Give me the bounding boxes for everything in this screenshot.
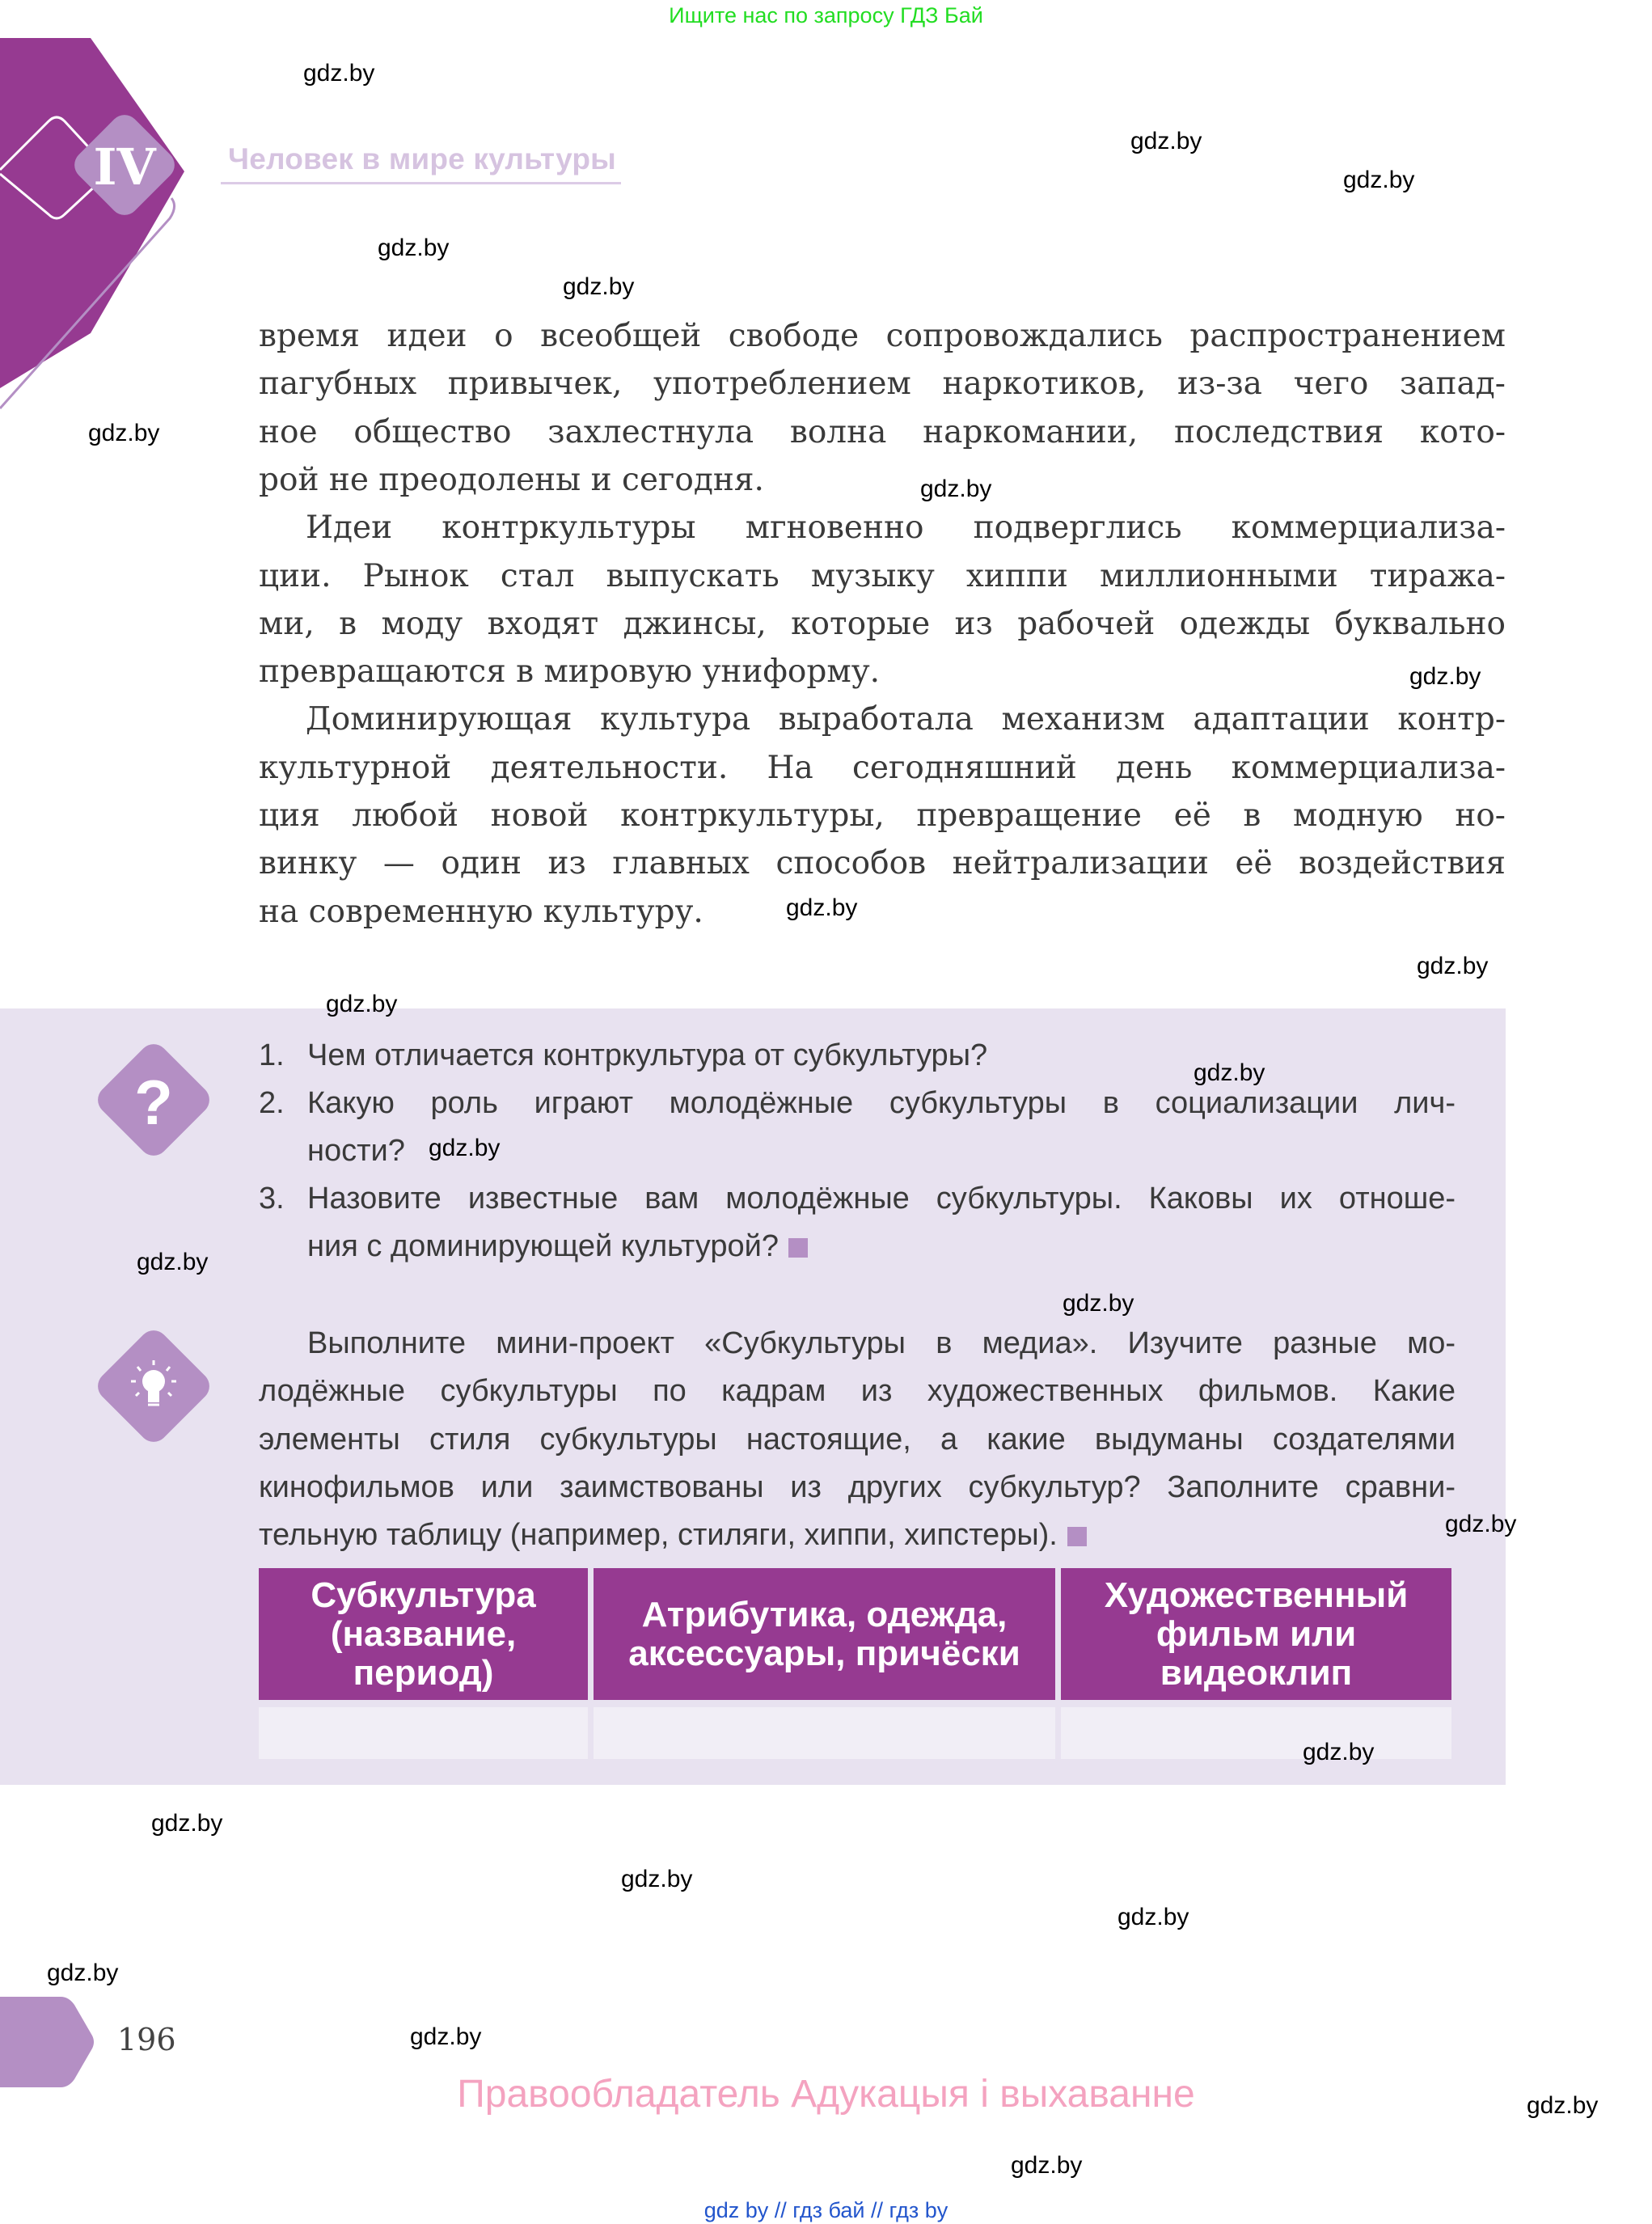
body-line: рой не преодолены и сегодня. (259, 461, 764, 498)
lightbulb-icon (121, 1354, 186, 1419)
project-line: кинофильмов или заимствованы из других субкультур? Заполните сравни- (259, 1469, 1456, 1504)
watermark: gdz.by (378, 235, 450, 261)
project-line: элементы стиля субкультуры настоящие, а какие выдуманы создателями (259, 1422, 1456, 1457)
body-line: превращаются в мировую униформу. (259, 653, 881, 691)
body-line: пагубных привычек, употреблением наркотиков, из-за чего запад- (259, 366, 1506, 403)
body-line: винку — один из главных способов нейтрализации её воздействия (259, 845, 1506, 882)
comparison-table (259, 1568, 1451, 1759)
watermark: gdz.by (621, 1866, 693, 1892)
table-cell[interactable] (1061, 1707, 1451, 1759)
chapter-number: IV (93, 137, 156, 197)
question-text: Назовите известные вам молодёжные субкультуры. Каковы их отноше- (307, 1182, 1456, 1216)
title-divider (221, 182, 621, 184)
chapter-title: Человек в мире культуры (228, 142, 616, 175)
table-header-subculture: Субкультура (название, период) (259, 1568, 588, 1700)
body-line: Идеи контркультуры мгновенно подверглись коммерциализа- (306, 509, 1506, 547)
question-number: 1. (259, 1038, 285, 1072)
body-line: ное общество захлестнула волна наркомании, последствия кото- (259, 413, 1506, 450)
question-mark-glyph: ? (134, 1067, 173, 1138)
body-line: ции. Рынок стал выпускать музыку хиппи миллионными тиража- (259, 557, 1506, 594)
watermark: gdz.by (920, 476, 992, 502)
watermark: gdz.by (88, 420, 160, 446)
body-line: на современную культуру. (259, 893, 703, 930)
watermark: gdz.by (429, 1135, 501, 1161)
end-marker-icon (788, 1238, 808, 1258)
watermark: gdz.by (303, 60, 375, 87)
watermark: gdz.by (1011, 2152, 1083, 2179)
question-number: 2. (259, 1086, 285, 1120)
watermark: gdz.by (1303, 1739, 1375, 1765)
watermark: gdz.by (563, 273, 635, 300)
watermark: gdz.by (786, 894, 858, 921)
body-line: ми, в моду входят джинсы, которые из рабочей одежды буквально (259, 605, 1506, 642)
watermark: gdz.by (137, 1249, 209, 1275)
watermark: gdz.by (1063, 1290, 1134, 1317)
bottom-links[interactable]: gdz by // гдз бай // гдз by (703, 2198, 949, 2222)
watermark: gdz.by (151, 1810, 223, 1837)
watermark: gdz.by (326, 991, 398, 1017)
project-line: тельную таблицу (например, стиляги, хиппи, хипстеры). (259, 1512, 1456, 1558)
table-header-film: Художественный фильм или видеоклип (1061, 1568, 1451, 1700)
question-text: Какую роль играют молодёжные субкультуры в социализации лич- (307, 1086, 1456, 1120)
watermark: gdz.by (410, 2023, 482, 2050)
question-text: Чем отличается контркультура от субкультуры? (307, 1038, 988, 1072)
watermark: gdz.by (47, 1960, 119, 1986)
watermark: gdz.by (1445, 1511, 1517, 1537)
question-text: ния с доминирующей культурой? (307, 1224, 1456, 1269)
body-line: Доминирующая культура выработала механизм адаптации контр- (306, 701, 1506, 738)
copyright-notice: Правообладатель Адукацыя і выхаванне (457, 2073, 1195, 2116)
end-marker-icon (1067, 1527, 1087, 1546)
watermark: gdz.by (1527, 2092, 1599, 2119)
question-number: 3. (259, 1182, 285, 1216)
body-line: культурной деятельности. На сегодняшний день коммерциализа- (259, 749, 1506, 786)
body-line: ция любой новой контркультуры, превращение её в модную но- (259, 797, 1506, 834)
watermark: gdz.by (1417, 953, 1489, 979)
watermark: gdz.by (1194, 1059, 1265, 1086)
table-cell[interactable] (594, 1707, 1055, 1759)
top-search-banner[interactable]: Ищите нас по запросу ГДЗ Бай (669, 3, 983, 27)
body-line: время идеи о всеобщей свободе сопровождались распространением (259, 318, 1506, 354)
table-cell[interactable] (259, 1707, 588, 1759)
project-line: Выполните мини-проект «Субкультуры в медиа». Изучите разные мо- (307, 1326, 1456, 1360)
watermark: gdz.by (1343, 167, 1415, 193)
question-text: ности? (307, 1134, 405, 1168)
watermark: gdz.by (1118, 1904, 1189, 1930)
watermark: gdz.by (1409, 663, 1481, 690)
project-line: лодёжные субкультуры по кадрам из художественных фильмов. Какие (259, 1374, 1456, 1409)
watermark: gdz.by (1130, 128, 1202, 154)
page-number: 196 (117, 2022, 176, 2057)
table-header-attributes: Атрибутика, одежда, аксессуары, причёски (594, 1568, 1055, 1700)
